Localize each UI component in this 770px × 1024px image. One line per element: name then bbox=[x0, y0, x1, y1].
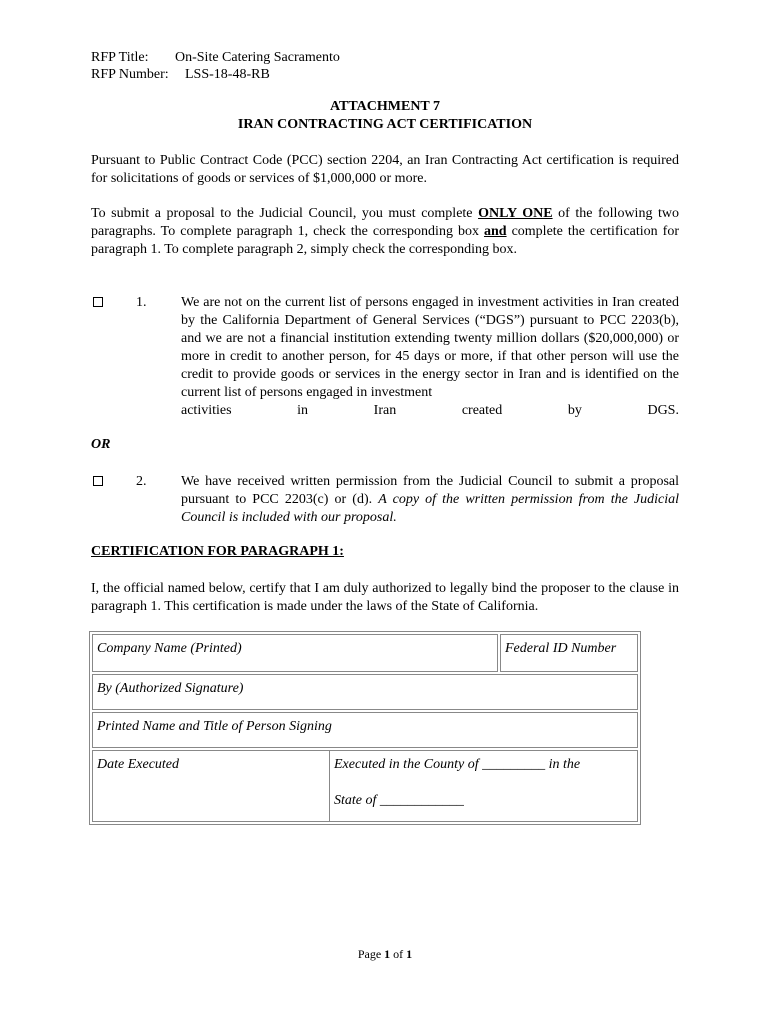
county-state-field[interactable] bbox=[330, 750, 638, 822]
date-executed-label: Date Executed bbox=[97, 757, 180, 772]
date-executed-field[interactable] bbox=[92, 750, 330, 822]
footer-page-label: Page bbox=[357, 947, 382, 961]
option-1-word: DGS. bbox=[647, 403, 679, 418]
printed-name-label: Printed Name and Title of Person Signing bbox=[97, 719, 332, 734]
intro-paragraph: Pursuant to Public Contract Code (PCC) section 2204, an Iran Contracting Act certification is required for solicitations of goods or services of $1,000,000 or more. bbox=[91, 153, 679, 186]
certification-form bbox=[89, 631, 641, 825]
rfp-number-value: LSS-18-48-RB bbox=[185, 67, 270, 82]
rfp-number-label: RFP Number: bbox=[91, 67, 169, 82]
option-2-checkbox[interactable] bbox=[93, 476, 103, 486]
option-1-last-line bbox=[181, 402, 679, 420]
option-2-text bbox=[181, 473, 679, 527]
rfp-title-value: On-Site Catering Sacramento bbox=[175, 50, 340, 65]
or-separator: OR bbox=[91, 437, 111, 452]
state-label: State of ____________ bbox=[334, 793, 464, 808]
rfp-title-label: RFP Title: bbox=[91, 50, 149, 65]
date-county-subtable bbox=[92, 750, 638, 822]
document-title: IRAN CONTRACTING ACT CERTIFICATION bbox=[237, 117, 533, 132]
certification-heading: CERTIFICATION FOR PARAGRAPH 1: bbox=[91, 544, 344, 559]
option-2-body: We have received written permission from the Judicial Council to submit a proposal pursuant to PCC 2203(c) or (d). bbox=[181, 474, 679, 507]
instructions-text-1: To submit a proposal to the Judicial Council, you must complete bbox=[91, 206, 479, 221]
option-2-number: 2. bbox=[136, 474, 147, 489]
option-1-word: Iran bbox=[373, 403, 397, 418]
rfp-number-line bbox=[91, 66, 270, 84]
company-name-label: Company Name (Printed) bbox=[97, 641, 242, 656]
federal-id-field[interactable] bbox=[500, 634, 638, 672]
certification-paragraph: I, the official named below, certify that I am duly authorized to legally bind the proposer to the clause in paragraph 1. This certification is made under the laws of the State of California. bbox=[91, 581, 679, 614]
page-footer bbox=[0, 947, 770, 962]
federal-id-label: Federal ID Number bbox=[505, 641, 617, 656]
and-emphasis: and bbox=[483, 224, 507, 239]
rfp-title-line bbox=[91, 49, 340, 67]
company-name-field[interactable] bbox=[92, 634, 498, 672]
footer-page-current: 1 bbox=[384, 947, 391, 961]
option-1-word: in bbox=[297, 403, 309, 418]
option-1-checkbox[interactable] bbox=[93, 297, 103, 307]
instructions-paragraph bbox=[91, 205, 679, 259]
instructions-text-2: of the following two paragraphs. To complete paragraph 1, check the corresponding box bbox=[91, 206, 679, 239]
option-1-word: created bbox=[461, 403, 503, 418]
instructions-text-3: complete the certification for paragraph 1. To complete paragraph 2, simply check the corresponding box. bbox=[91, 224, 679, 257]
printed-name-field[interactable] bbox=[92, 712, 638, 748]
county-label: Executed in the County of _________ in the bbox=[334, 757, 581, 772]
footer-page-total: 1 bbox=[406, 947, 413, 961]
option-1-word: activities bbox=[181, 403, 232, 418]
signature-label: By (Authorized Signature) bbox=[97, 681, 244, 696]
signature-field[interactable] bbox=[92, 674, 638, 710]
footer-of-label: of bbox=[393, 947, 404, 961]
date-county-row bbox=[92, 750, 638, 822]
only-one-emphasis: ONLY ONE bbox=[478, 206, 553, 221]
option-2-italic-note: A copy of the written permission from the Judicial Council is included with our proposal. bbox=[181, 492, 680, 525]
option-1-number: 1. bbox=[136, 295, 147, 310]
option-1-text bbox=[181, 294, 679, 420]
option-1-body: We are not on the current list of persons engaged in investment activities in Iran created by the California Department of General Services (“DGS”) pursuant to PCC 2203(b), and we are not a financial institution extending twenty million dollars ($20,000,000) or more in credit to another person, for 45 days or more, if that other person will use the credit to provide goods or services in the energy sector in Iran and is identified on the current list of persons engaged in investment bbox=[181, 295, 679, 400]
option-1-word: by bbox=[567, 403, 582, 418]
attachment-title: ATTACHMENT 7 bbox=[329, 99, 441, 114]
